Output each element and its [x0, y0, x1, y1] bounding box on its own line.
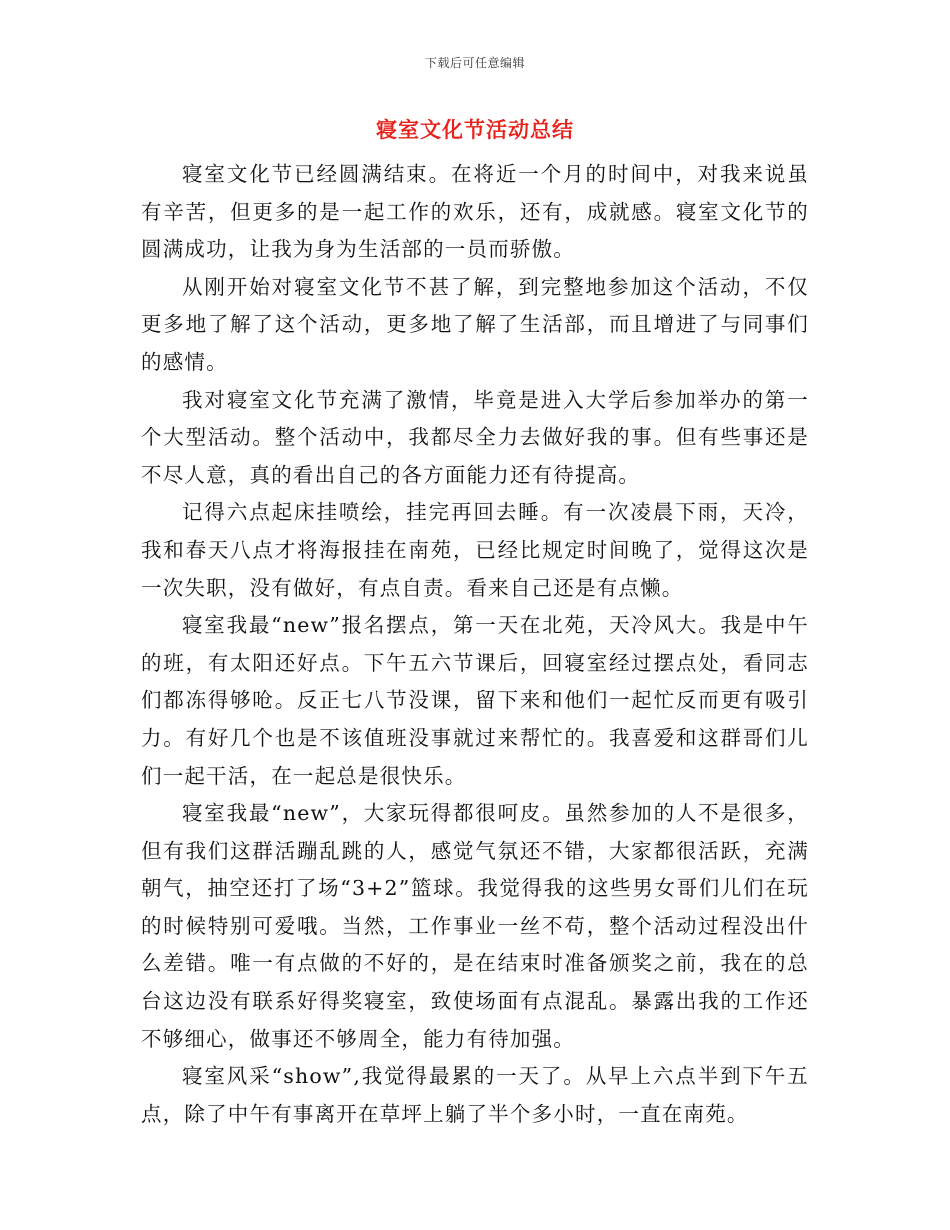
- paragraph: 从刚开始对寝室文化节不甚了解，到完整地参加这个活动，不仅更多地了解了这个活动，更多地了解了生活部，而且增进了与同事们的感情。: [141, 274, 809, 374]
- page-title: 寝室文化节活动总结: [376, 118, 574, 142]
- paragraph: 我对寝室文化节充满了激情，毕竟是进入大学后参加举办的第一个大型活动。整个活动中，我都尽全力去做好我的事。但有些事还是不尽人意，真的看出自己的各方面能力还有待提高。: [141, 387, 809, 487]
- paragraph: 记得六点起床挂喷绘，挂完再回去睡。有一次凌晨下雨，天冷，我和春天八点才将海报挂在南苑，已经比规定时间晚了，觉得这次是一次失职，没有做好，有点自责。看来自己还是有点懒。: [141, 500, 809, 600]
- paragraph: 寝室文化节已经圆满结束。在将近一个月的时间中，对我来说虽有辛苦，但更多的是一起工作的欢乐，还有，成就感。寝室文化节的圆满成功，让我为身为生活部的一员而骄傲。: [141, 162, 809, 262]
- paragraph: 寝室我最“new”报名摆点，第一天在北苑，天冷风大。我是中午的班，有太阳还好点。下午五六节课后，回寝室经过摆点处，看同志们都冻得够呛。反正七八节没课，留下来和他们一起忙反而更有吸引力。有好几个也是不该值班没事就过来帮忙的。我喜爱和这群哥们儿们一起干活，在一起总是很快乐。: [141, 613, 809, 788]
- paragraph: 寝室风采“show”,我觉得最累的一天了。从早上六点半到下午五点，除了中午有事离开在草坪上躺了半个多小时，一直在南苑。: [141, 1064, 809, 1126]
- paragraph: 寝室我最“new”，大家玩得都很呵皮。虽然参加的人不是很多，但有我们这群活蹦乱跳的人，感觉气氛还不错，大家都很活跃，充满朝气，抽空还打了场“3+2”篮球。我觉得我的这些男女哥们儿们在玩的时候特别可爱哦。当然，工作事业一丝不苟，整个活动过程没出什么差错。唯一有点做的不好的，是在结束时准备颁奖之前，我在的总台这边没有联系好得奖寝室，致使场面有点混乱。暴露出我的工作还不够细心，做事还不够周全，能力有待加强。: [141, 801, 809, 1051]
- download-note: 下载后可任意编辑: [424, 56, 525, 70]
- document-body: [141, 156, 809, 1133]
